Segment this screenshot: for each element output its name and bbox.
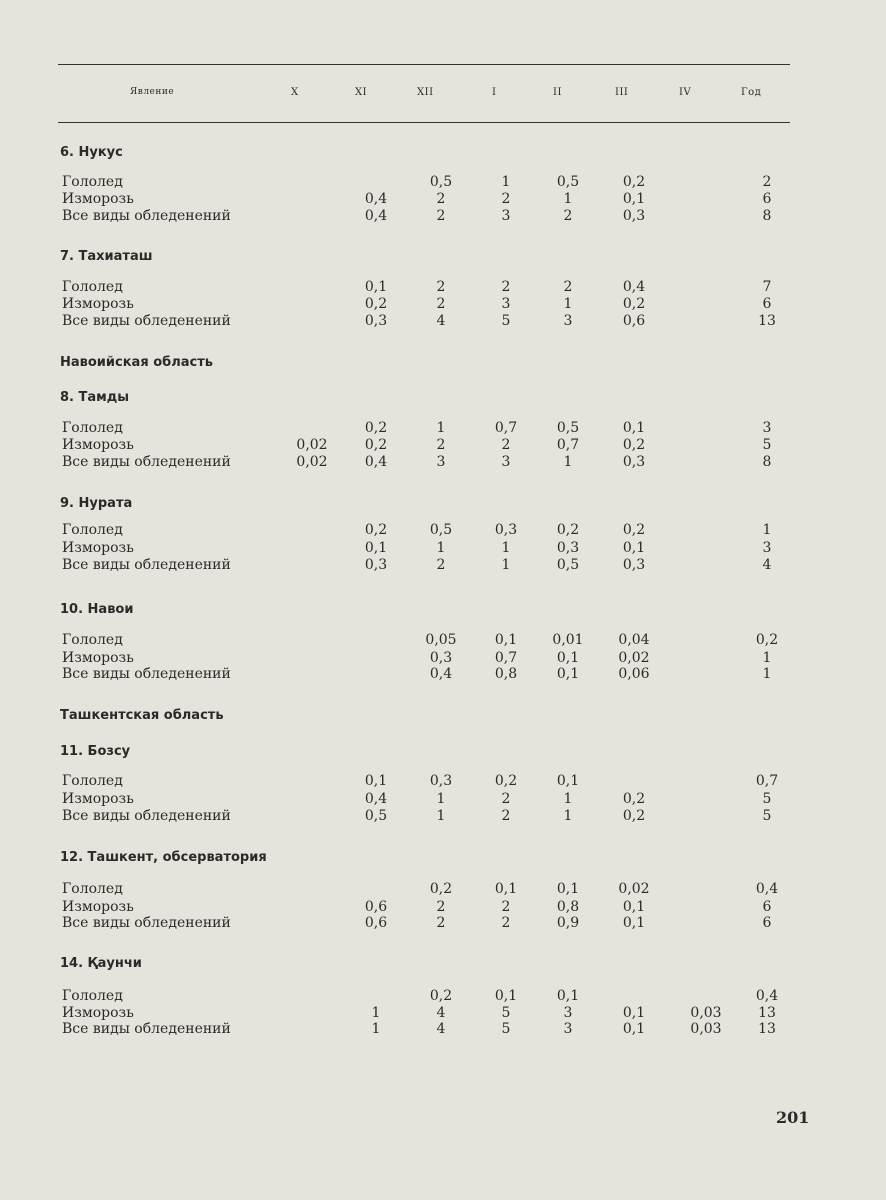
row-label: Изморозь [62,791,134,807]
region-title: Ташкентская область [60,708,224,723]
table-cell: 3 [501,208,511,224]
table-cell: 2 [436,437,446,453]
table-cell: 1 [762,522,772,538]
table-cell: 0,7 [556,437,580,453]
table-row [0,1021,886,1039]
table-cell: 0,4 [429,666,453,682]
table-cell: 0,03 [690,1021,722,1037]
table-cell: 1 [563,454,573,470]
table-cell: 13 [758,1005,776,1021]
table-cell: 0,2 [622,437,646,453]
table-cell: 0,1 [556,988,580,1004]
table-cell: 0,1 [622,540,646,556]
table-cell: 0,7 [494,420,518,436]
table-cell: 2 [501,191,511,207]
table-row [0,454,886,472]
table-cell: 0,8 [494,666,518,682]
table-cell: 1 [436,540,446,556]
row-label: Все виды обледенений [62,1021,231,1037]
table-cell: 0,01 [552,632,584,648]
table-cell: 0,02 [618,650,650,666]
table-cell: 4 [436,313,446,329]
table-cell: 13 [758,1021,776,1037]
table-cell: 0,4 [364,208,388,224]
section-title: 11. Бозсу [60,744,131,759]
row-label: Все виды обледенений [62,915,231,931]
table-cell: 0,1 [622,899,646,915]
table-cell: 0,9 [556,915,580,931]
table-cell: 6 [762,296,772,312]
table-cell: 0,2 [755,632,779,648]
table-cell: 1 [501,540,511,556]
table-row [0,296,886,314]
section-title: 14. Қаунчи [60,956,142,971]
table-cell: 0,1 [364,279,388,295]
table-row [0,881,886,899]
table-cell: 0,4 [755,988,779,1004]
table-cell: 0,04 [618,632,650,648]
table-cell: 0,02 [618,881,650,897]
table-row [0,666,886,684]
region-title: Навоийская область [60,355,213,370]
table-cell: 2 [436,208,446,224]
header-month-i: I [492,87,497,98]
table-cell: 2 [501,808,511,824]
table-cell: 0,1 [622,915,646,931]
table-cell: 1 [762,666,772,682]
table-cell: 0,3 [622,208,646,224]
row-label: Гололед [62,988,123,1004]
section-title: 8. Тамды [60,390,130,405]
table-cell: 0,7 [494,650,518,666]
table-cell: 1 [563,191,573,207]
table-cell: 3 [563,1021,573,1037]
table-cell: 2 [436,557,446,573]
table-cell: 0,3 [622,557,646,573]
header-month-xi: XI [355,87,368,98]
table-row [0,437,886,455]
table-cell: 0,2 [622,174,646,190]
table-row [0,191,886,209]
table-cell: 0,2 [494,773,518,789]
table-cell: 0,02 [296,454,328,470]
table-cell: 0,3 [556,540,580,556]
table-cell: 6 [762,915,772,931]
table-cell: 0,6 [364,899,388,915]
table-cell: 0,1 [556,881,580,897]
table-cell: 0,2 [364,522,388,538]
table-cell: 0,2 [429,988,453,1004]
row-label: Все виды обледенений [62,313,231,329]
table-cell: 0,1 [622,1005,646,1021]
table-cell: 0,4 [755,881,779,897]
table-cell: 0,03 [690,1005,722,1021]
table-row [0,632,886,650]
table-cell: 0,5 [556,557,580,573]
header-month-iii: III [615,87,629,98]
table-cell: 8 [762,208,772,224]
table-cell: 6 [762,191,772,207]
table-cell: 2 [563,208,573,224]
table-cell: 0,2 [364,296,388,312]
table-cell: 0,3 [494,522,518,538]
table-cell: 3 [501,454,511,470]
table-row [0,279,886,297]
row-label: Изморозь [62,540,134,556]
table-cell: 0,1 [556,666,580,682]
table-row [0,557,886,575]
table-cell: 0,3 [429,650,453,666]
row-label: Изморозь [62,1005,134,1021]
table-row [0,522,886,540]
table-cell: 1 [371,1005,381,1021]
table-cell: 0,6 [622,313,646,329]
header-month-ii: II [553,87,562,98]
row-label: Изморозь [62,296,134,312]
row-label: Все виды обледенений [62,808,231,824]
table-cell: 0,06 [618,666,650,682]
header-year: Год [741,87,762,98]
table-cell: 2 [501,915,511,931]
table-cell: 0,1 [622,1021,646,1037]
section-title: 9. Нурата [60,496,133,511]
table-cell: 0,5 [556,420,580,436]
page-number: 201 [776,1108,810,1127]
table-cell: 0,2 [364,437,388,453]
table-cell: 4 [436,1021,446,1037]
row-label: Все виды обледенений [62,454,231,470]
table-cell: 4 [436,1005,446,1021]
table-cell: 0,2 [622,522,646,538]
table-cell: 5 [501,1005,511,1021]
table-row [0,915,886,933]
row-label: Гололед [62,279,123,295]
table-cell: 0,3 [429,773,453,789]
table-cell: 0,1 [494,988,518,1004]
table-cell: 3 [563,1005,573,1021]
table-cell: 7 [762,279,772,295]
table-cell: 5 [501,313,511,329]
table-cell: 3 [563,313,573,329]
section-title: 6. Нукус [60,145,123,160]
row-label: Изморозь [62,191,134,207]
table-cell: 1 [436,791,446,807]
table-cell: 0,5 [364,808,388,824]
table-cell: 2 [436,191,446,207]
table-cell: 0,5 [429,522,453,538]
table-cell: 0,1 [364,773,388,789]
table-cell: 0,3 [622,454,646,470]
row-label: Изморозь [62,650,134,666]
header-month-xii: XII [417,87,434,98]
table-cell: 5 [762,437,772,453]
row-label: Все виды обледенений [62,666,231,682]
table-cell: 3 [501,296,511,312]
table-cell: 2 [436,279,446,295]
table-cell: 3 [762,420,772,436]
table-cell: 4 [762,557,772,573]
row-label: Гололед [62,420,123,436]
table-cell: 1 [436,420,446,436]
row-label: Гололед [62,632,123,648]
table-cell: 0,2 [429,881,453,897]
table-cell: 1 [563,791,573,807]
table-row [0,174,886,192]
table-cell: 2 [501,279,511,295]
table-cell: 2 [501,791,511,807]
table-cell: 0,5 [429,174,453,190]
table-cell: 0,5 [556,174,580,190]
table-cell: 0,1 [556,773,580,789]
row-label: Гололед [62,174,123,190]
table-cell: 0,2 [364,420,388,436]
table-cell: 0,3 [364,313,388,329]
row-label: Гололед [62,881,123,897]
table-row [0,420,886,438]
header-phenomenon: Явление [130,87,175,97]
table-cell: 0,1 [494,881,518,897]
table-cell: 0,2 [622,791,646,807]
table-cell: 8 [762,454,772,470]
section-title: 10. Навои [60,602,134,617]
table-cell: 2 [501,899,511,915]
table-cell: 6 [762,899,772,915]
table-cell: 3 [762,540,772,556]
header-rule [58,122,790,123]
table-row [0,988,886,1006]
table-cell: 2 [563,279,573,295]
table-cell: 0,2 [622,296,646,312]
table-cell: 2 [501,437,511,453]
table-cell: 0,4 [622,279,646,295]
row-label: Изморозь [62,899,134,915]
table-row [0,313,886,331]
table-cell: 5 [501,1021,511,1037]
table-cell: 2 [436,899,446,915]
row-label: Изморозь [62,437,134,453]
section-title: 7. Тахиаташ [60,249,153,264]
table-cell: 1 [501,557,511,573]
table-cell: 1 [501,174,511,190]
table-row [0,208,886,226]
table-cell: 2 [436,915,446,931]
table-cell: 0,1 [622,420,646,436]
table-cell: 0,6 [364,915,388,931]
table-row [0,540,886,558]
table-cell: 0,8 [556,899,580,915]
table-cell: 0,4 [364,191,388,207]
row-label: Гололед [62,522,123,538]
header-month-x: X [291,87,299,98]
top-rule [58,64,790,65]
table-cell: 5 [762,791,772,807]
table-cell: 1 [762,650,772,666]
header-month-iv: IV [679,87,692,98]
table-cell: 0,1 [622,191,646,207]
table-cell: 1 [436,808,446,824]
table-cell: 0,2 [622,808,646,824]
table-cell: 2 [762,174,772,190]
table-cell: 1 [563,296,573,312]
table-cell: 0,05 [425,632,457,648]
table-cell: 0,1 [556,650,580,666]
table-row [0,808,886,826]
table-cell: 13 [758,313,776,329]
table-row [0,791,886,809]
table-cell: 0,2 [556,522,580,538]
table-cell: 0,4 [364,454,388,470]
table-cell: 0,4 [364,791,388,807]
table-cell: 0,7 [755,773,779,789]
table-cell: 5 [762,808,772,824]
table-cell: 1 [371,1021,381,1037]
table-cell: 0,1 [494,632,518,648]
table-cell: 2 [436,296,446,312]
table-cell: 3 [436,454,446,470]
row-label: Гололед [62,773,123,789]
table-cell: 0,3 [364,557,388,573]
table-cell: 0,1 [364,540,388,556]
table-cell: 1 [563,808,573,824]
table-cell: 0,02 [296,437,328,453]
table-row [0,773,886,791]
section-title: 12. Ташкент, обсерватория [60,850,267,865]
row-label: Все виды обледенений [62,208,231,224]
row-label: Все виды обледенений [62,557,231,573]
